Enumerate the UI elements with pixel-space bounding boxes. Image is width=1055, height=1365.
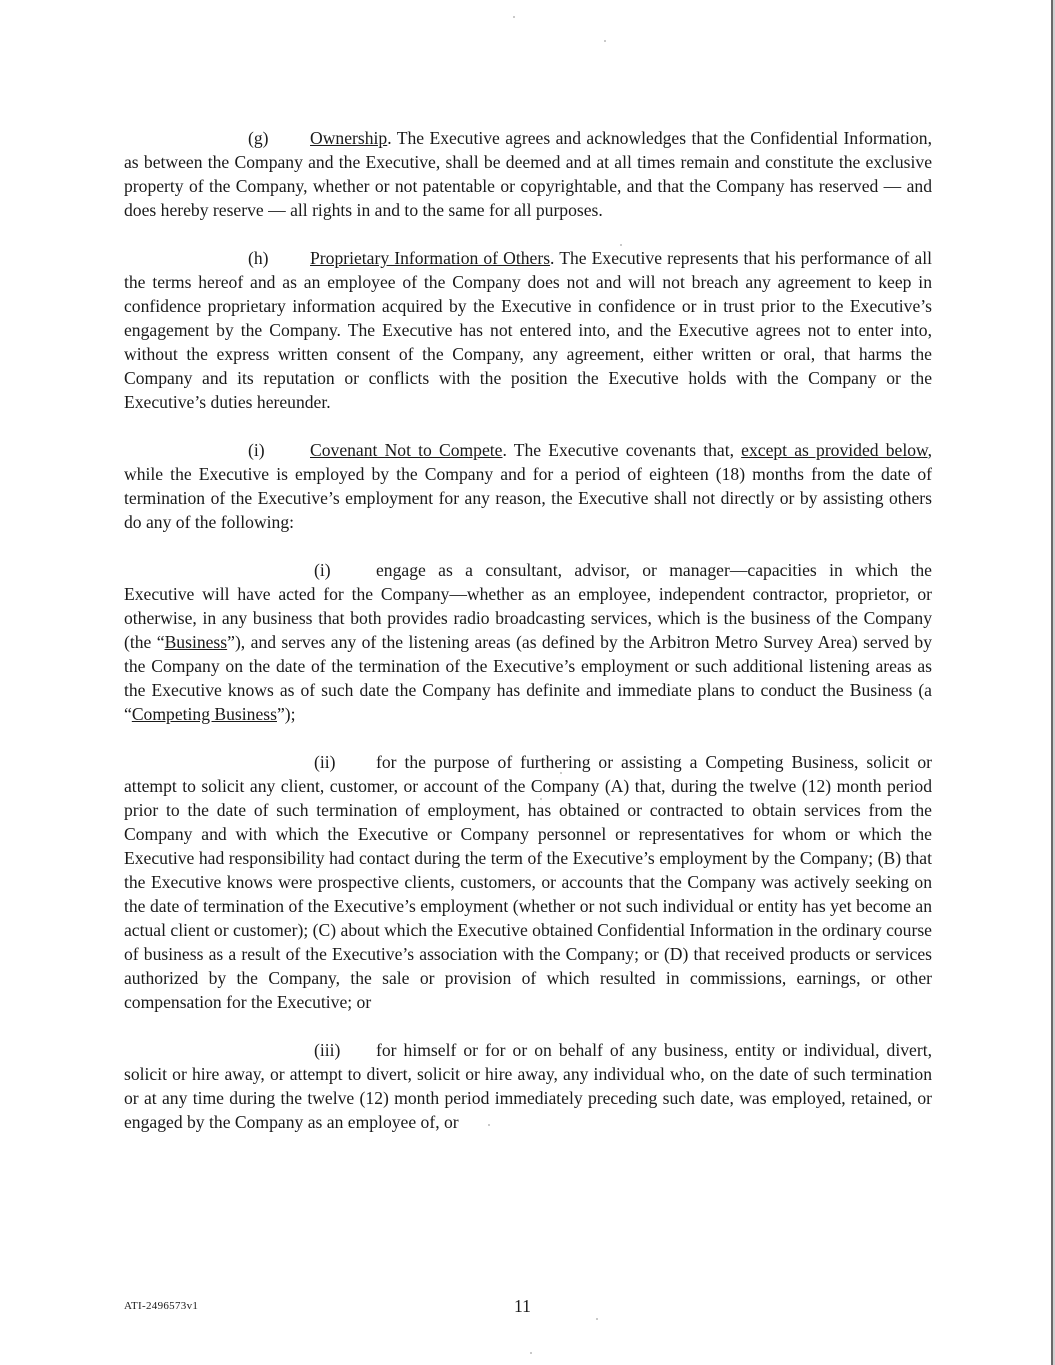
clause-i-text-b: ”), and serves any of the listening areas (as defined by the Arbitron Metro Survey Area) served by the Company on the date of the termination of the Executive’s employment or such additional listening areas as the Executive knows as of such date the Company has definite and immediate plans to conduct the Business (a “ [124, 632, 932, 724]
section-i-text-before: . The Executive covenants that, [502, 440, 742, 460]
clause-i-text-c: ”); [276, 704, 296, 724]
section-g-paragraph [124, 126, 932, 222]
section-g-heading: Ownership [310, 128, 388, 148]
scan-speck [513, 16, 515, 18]
section-h-heading: Proprietary Information of Others [310, 248, 551, 268]
defined-term-competing-business: Competing Business [131, 704, 277, 724]
document-id: ATI-2496573v1 [124, 1300, 199, 1312]
clause-ii-text: for the purpose of furthering or assisting a Competing Business, solicit or attempt to solicit any client, customer, or account of the Company (A) that, during the twelve (12) month period prior to the date of such termination of employment, has obtained or contracted to obtain services from the Company and with which the Executive or Company personnel or representatives for whom or which the Executive had responsibility had contact during the term of the Executive’s employment by the Company; (B) that the Executive knows were prospective clients, customers, or accounts that the Company was actively seeking on the date of termination of the Executive’s employment (whether or not such individual or entity has yet become an actual client or customer); (C) about which the Executive obtained Confidential Information in the ordinary course of business as a result of the Executive’s association with the Company; or (D) that received products or services authorized by the Company, the sale or provision of which resulted in commissions, earnings, or other compensation for the Executive; or [124, 752, 932, 1012]
section-i-text-after: , while the Executive is employed by the Company and for a period of eighteen (18) months from the date of termination of the Executive’s employment for any reason, the Executive shall not directly or by assisting others do any of the following: [124, 440, 932, 532]
scan-speck [530, 1352, 532, 1354]
clause-ii-label: (ii) [314, 752, 336, 772]
defined-term-business: Business [164, 632, 228, 652]
document-body [124, 126, 932, 1158]
clause-iii-label: (iii) [314, 1040, 341, 1060]
section-h-label: (h) [248, 248, 269, 268]
clause-iii-text: for himself or for or on behalf of any business, entity or individual, divert, solicit or hire away, or attempt to divert, solicit or hire away, any individual who, on the date of such termination or at any time during the twelve (12) month period immediately preceding such date, was employed, retained, or engaged by the Company as an employee of, or [124, 1040, 932, 1132]
section-g-label: (g) [248, 128, 269, 148]
section-h-body: . The Executive represents that his performance of all the terms hereof and as an employee of the Company does not and will not breach any agreement to keep in confidence proprietary information acquired by the Executive in confidence or in trust prior to the Executive’s engagement by the Company. The Executive has not entered into, and the Executive agrees not to enter into, without the express written consent of the Company, any agreement, either written or oral, that harms the Company and its reputation or conflicts with the position the Executive holds with the Company or the Executive’s duties hereunder. [124, 248, 932, 412]
scan-speck [604, 40, 606, 42]
clause-i-label: (i) [314, 560, 331, 580]
clause-iii-paragraph [124, 1038, 932, 1134]
section-i-exception-reference: except as provided below [741, 440, 928, 460]
section-h-paragraph [124, 246, 932, 414]
clause-ii-paragraph [124, 750, 932, 1014]
clause-i-text-a: engage as a consultant, advisor, or manager—capacities in which the Executive will have acted for the Company—whether as an employee, independent contractor, proprietor, or otherwise, in any business that both provides radio broadcasting services, which is the business of the Company (the “ [124, 560, 932, 652]
clause-i-paragraph [124, 558, 932, 726]
section-g-body: . The Executive agrees and acknowledges that the Confidential Information, as between the Company and the Executive, shall be deemed and at all times remain and constitute the exclusive property of the Company, whether or not patentable or copyrightable, and that the Company has reserved — and does hereby reserve — all rights in and to the same for all purposes. [124, 128, 932, 220]
section-i-heading: Covenant Not to Compete [310, 440, 503, 460]
scan-speck [596, 1318, 598, 1320]
section-i-paragraph [124, 438, 932, 534]
page-number: 11 [514, 1296, 531, 1316]
section-i-label: (i) [248, 440, 265, 460]
